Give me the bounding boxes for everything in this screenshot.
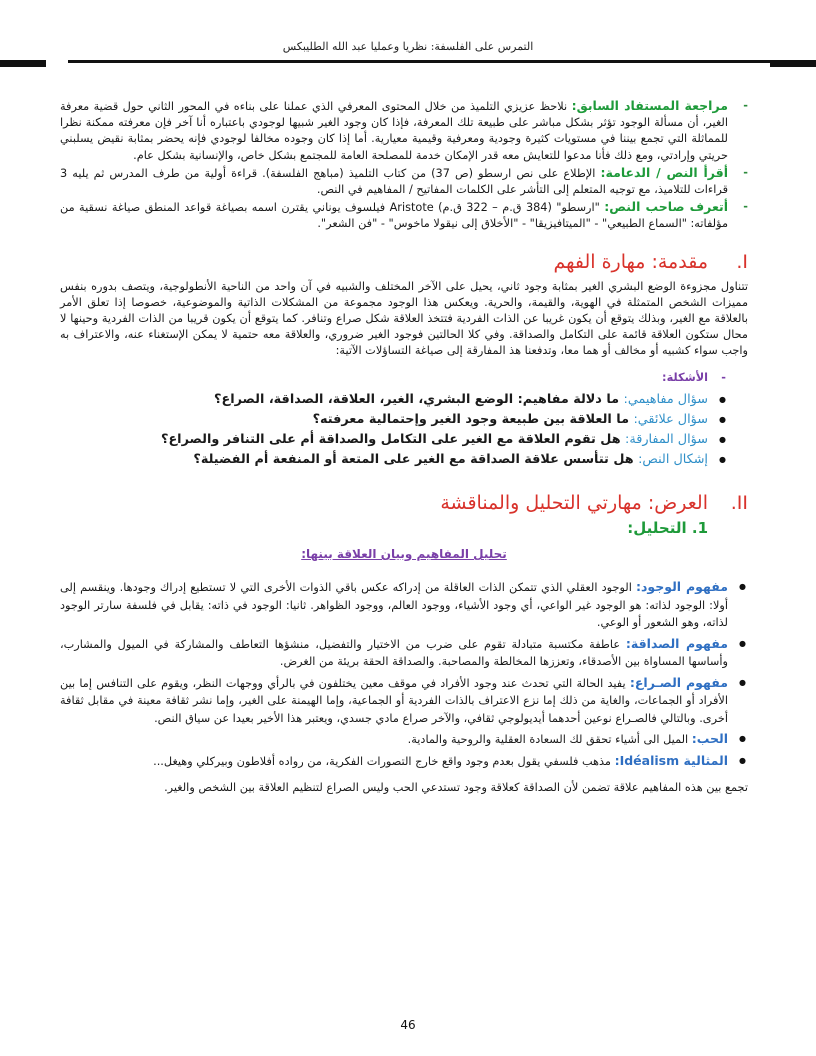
section-title: مقدمة: مهارة الفهم [553,250,708,273]
definition-label: مفهوم الوجود: [636,579,728,595]
section-number: I. [736,250,748,273]
section-number: II. [730,491,748,514]
author-latin-name: Aristote [389,201,434,215]
question-label: سؤال المفارقة: [625,431,708,447]
list-item [60,578,728,632]
intro-paragraph: تتناول مجزوءة الوضع البشري الغير بمثابة وجود ثاني، يحيل على الآخر المختلف والشبيه في آن واحد من الناحية الأنطولوجية، ويتصف بدوره بنفس مميزات الشخص المتمثلة في الهوية، والقيمة، والحرية. ويعكس هذا الوجود مجموعة من المشكلات الذاتية والموضوعية، خصوصا إذا تعلق الأمر بالعلاقة مع الغير، وبذلك يتوقع أن يكون غريبا عن الذات الفردية فتتخذ العلاقة شكل صراع وتنافر. كما يتوقع أن يكون قريبا من الذات الفردية وحينها لا محال ستكون العلاقة قائمة على التكامل والصداقة. وفي كلا الحالتين فوجود الغير ضروري، والعلاقة معه حتمية لا يمكن الإستغناء عنه، والاعتراف به واجب سواء كشبيه أو مخالف أو هما معا، وتدفعنا هذ المفارقة إلى صياغة التساؤلات الآتية: [60,279,748,358]
header-rule-left [0,60,46,67]
list-item [60,674,728,728]
closing-sentence: تجمع بين هذه المفاهيم علاقة تضمن لأن الصداقة كعلاقة وجود تستدعي الحب وليس الصراع لتنظيم العلاقة بين الشخص والغير. [164,781,748,795]
dash-bullet: - [743,99,748,112]
question-text: ما العلاقة بين طبيعة وجود الغير وإحتمالية معرفته؟ [312,411,634,427]
running-header: التمرس على الفلسفة: نظريا وعمليا عبد الله الطليبكس [282,40,534,53]
problematic-heading-label: الأشكلة: [662,370,708,384]
question-text: ما دلالة مفاهيم: الوضع البشري، الغير، العلاقة، الصداقة، الصراع؟ [214,391,624,407]
section-title: العرض: مهارتي التحليل والمناقشة [440,491,708,514]
definition-text: مذهب فلسفي يقول بعدم وجود واقع خارج التصورات الفكرية، من رواده أفلاطون وبيركلي وهيغل... [153,754,615,768]
item-label: مراجعة المستفاد السابق: [571,98,728,113]
list-item [60,390,708,410]
definition-text: الوجود العقلي الذي تتمكن الذات العاقلة من إدراكه عكس باقي الذوات الأخرى التي لا تستطيع إدراك وجودها. وينقسم إلى أولا: الوجود لذاته: هو الوجود غير الواعي، أي وجود الأشياء، ووجود العالم، ووجود الظواهر. ثانيا: الوجود في ذاته: يقابل في فلسفة سارتر الوجود لذاته، وهو الشعور أو الوعي. [60,581,728,630]
definition-label: الحب: [691,731,728,747]
dash-bullet: - [743,165,748,179]
question-label: سؤال علائقي: [633,411,708,427]
list-item [60,730,728,749]
list-item [60,410,708,430]
page-content [60,98,748,796]
question-label: سؤال مفاهيمي: [623,391,708,407]
definition-label: مفهوم الصـراع: [629,674,728,690]
definition-text: عاطفة مكتسبة متبادلة تقوم على ضرب من الاختيار والتفضيل، منشؤها التعاطف والمشاركة في الميول والمشارب، وأساسها المساواة بين الأصدقاء، وتعززها المخالطة والمصاحبة. والصداقة الحقة بريئة من الغرض. [60,637,728,669]
header-rule [68,60,770,63]
section-heading-body [60,490,748,516]
definition-text: يفيد الحالة التي تحدث عند وجود الأفراد في موقف معين يختلفون في بالرأي ووجهات النظر، ويقوم على التنافس إما بين الأفراد أو الجماعات، والغاية من ذلك إما نزع الاعتراف بالذات الفردية أو الجماعية، وإما الهيمنة على الغير، وإما نشر ثقافة معينة في مقابل ثقافة أخرى. وبالتالي فالصـراع نوعين أحدهما أيديولوجي ثقافي، والآخر صراع مادي جسدي، ويعتبر هذا الأخير بعيدا عن سياق النص. [60,676,728,725]
definition-label: المثالية Idéalism: [614,752,728,768]
item-label: أقرأ النص / الدعامة: [600,164,728,180]
item-text-before: "ارسطو" (384 ق.م – 322 ق.م) [433,201,605,215]
list-item [60,430,708,450]
subsection-number: 1. [691,518,708,537]
concepts-heading: تحليل المفاهيم وبيان العلاقة بينها: [301,547,507,562]
dash-bullet: - [743,200,748,214]
problematic-heading [60,370,748,386]
intro-item-read-text [60,165,748,198]
question-label: إشكال النص: [638,451,708,467]
definition-list [60,578,748,770]
header-rule-right [770,60,816,67]
intro-item-review [60,98,748,164]
item-text: الإطلاع على نص ارسطو (ص 37) من كتاب التلميذ (مباهج الفلسفة). قراءة أولية من طرف المدرس ثم يليه 3 قراءات للتلاميذ، مع توجيه المتعلم إلى التأشر على الكلمات المفاتيح / المفاهيم في النص. [60,166,728,197]
intro-item-author [60,199,748,232]
question-text: هل تتأسس علاقة الصداقة مع الغير على المتعة أو المنفعة أم الفضيلة؟ [193,451,639,467]
definition-label: مفهوم الصداقة: [625,635,728,651]
item-text-after: فيلسوف يوناني يقترن اسمه بصياغة قواعد المنطق صياغة نسقية من مؤلفاته: "السماع الطبيعي" - "الميتافيزيقا" - "الأخلاق إلى نيقولا ماخوس" - "فن الشعر". [60,201,728,231]
section-heading-intro [60,249,748,275]
definition-text: الميل الى أشياء تحقق لك السعادة العقلية والروحية والمادية. [407,733,692,747]
item-text: نلاحظ عزيزي التلميذ من خلال المحتوى المعرفي الذي عملنا على بناءه في المحور الثاني حول قضية معرفة الغير، أن مسألة الوجود تؤثر بشكل مباشر على طبيعة تلك المعرفة، فإذا كان وجود الغير شبيها لوجودي باعتباره أنا آخر فإن معرفته ممكنة نظرا للمماثلة التي تجمع بيننا في مستويات كثيرة وجودية ومعرفية وقيمية معيارية. أما إذا كان وجوده مخالفا لوجودي فإنه يحضر بمثابة نقيض يسلبني حريتي وإرادتي، ومع ذلك فأنا مدعوا للتعايش معه قدر الإمكان خدمة للمصلحة العامة للمجتمع بشكل خاص، والإنسانية بشكل عام. [60,100,728,162]
question-list [60,390,748,470]
question-text: هل تقوم العلاقة مع الغير على التكامل والصداقة أم على التنافر والصراع؟ [161,431,626,447]
list-item [60,635,728,671]
subsection-heading-analysis [60,520,748,536]
item-label: أتعرف صاحب النص: [604,199,728,215]
list-item [60,752,728,771]
page-number: 46 [400,1018,416,1032]
subsection-title: التحليل: [627,518,687,537]
list-item [60,450,708,470]
dash-bullet: - [721,370,726,384]
